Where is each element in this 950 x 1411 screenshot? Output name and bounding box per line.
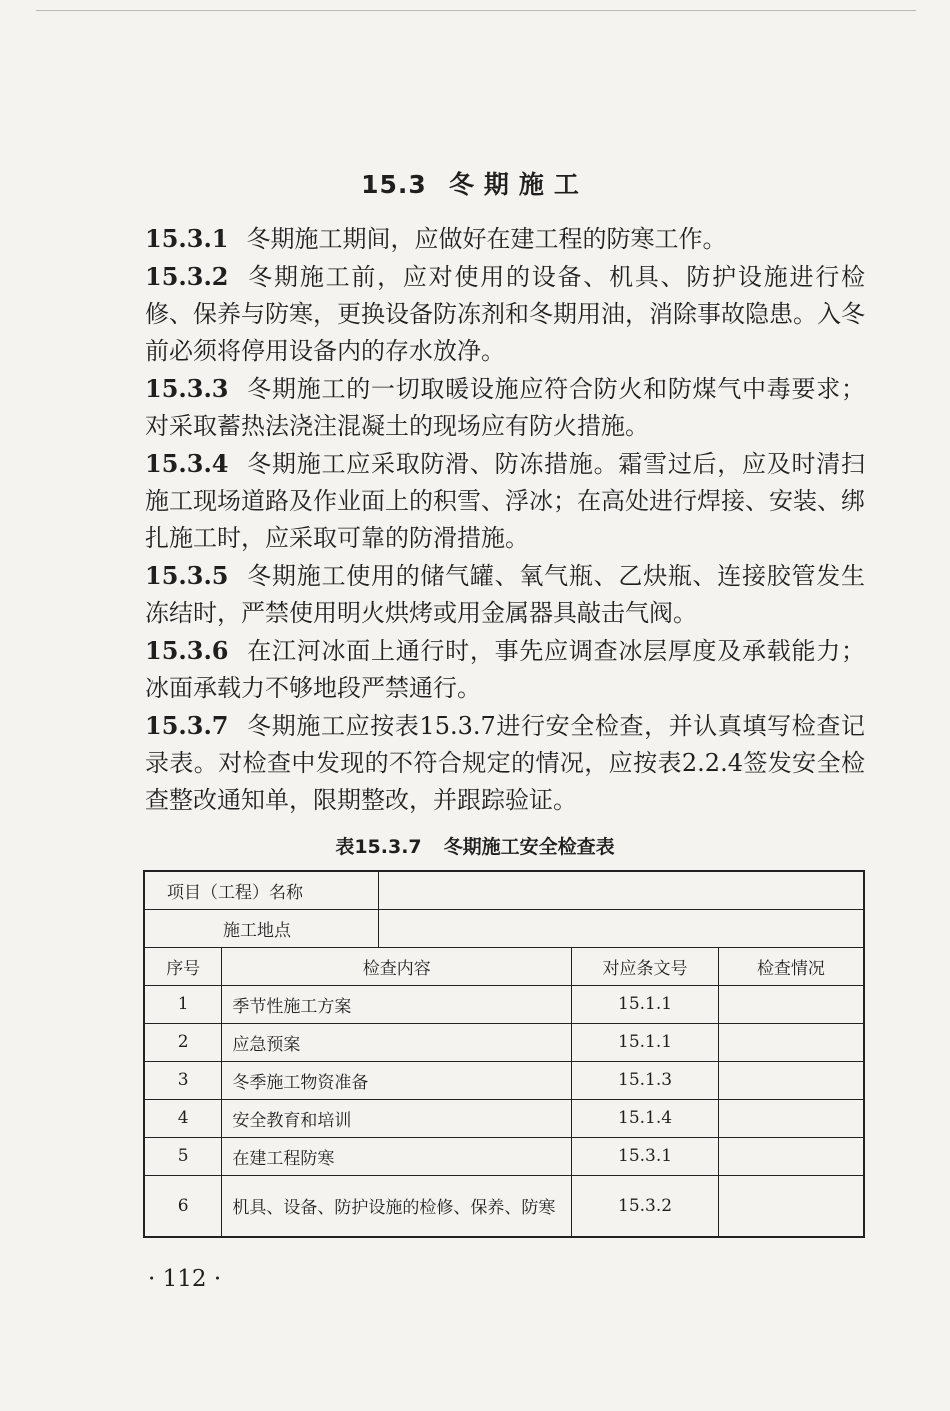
table-caption-title: 冬期施工安全检查表 <box>443 836 615 858</box>
row-clause: 15.3.1 <box>572 1137 719 1175</box>
clause <box>145 707 865 819</box>
clause-number: 15.3.6 <box>145 636 229 665</box>
row-seq: 3 <box>144 1061 222 1099</box>
clause-text: 冬期施工前，应对使用的设备、机具、防护设施进行检修、保养与防寒，更换设备防冻剂和冬期用油，消除事故隐患。入冬前必须将停用设备内的存水放净。 <box>145 263 865 365</box>
table-row <box>144 1137 864 1175</box>
row-status <box>718 1023 864 1061</box>
row-seq: 4 <box>144 1099 222 1137</box>
header-status: 检查情况 <box>718 947 864 985</box>
row-status <box>718 985 864 1023</box>
page-number: · 112 · <box>148 1266 222 1292</box>
table-caption <box>0 832 950 859</box>
table-row <box>144 1061 864 1099</box>
table-row <box>144 1023 864 1061</box>
table-row <box>144 985 864 1023</box>
row-seq: 2 <box>144 1023 222 1061</box>
row-status <box>718 1137 864 1175</box>
clause-text: 在江河冰面上通行时，事先应调查冰层厚度及承载能力；冰面承载力不够地段严禁通行。 <box>145 637 865 702</box>
header-content: 检查内容 <box>222 947 572 985</box>
clause <box>145 445 865 557</box>
project-name-label: 项目（工程）名称 <box>144 871 378 909</box>
row-clause: 15.1.1 <box>572 1023 719 1061</box>
row-status <box>718 1175 864 1237</box>
clause-number: 15.3.4 <box>145 449 229 478</box>
row-clause: 15.3.2 <box>572 1175 719 1237</box>
table-row <box>144 1099 864 1137</box>
clause <box>145 632 865 707</box>
row-clause: 15.1.1 <box>572 985 719 1023</box>
header-clause: 对应条文号 <box>572 947 719 985</box>
row-content: 应急预案 <box>222 1023 572 1061</box>
section-heading <box>0 165 950 201</box>
project-name-value <box>378 871 864 909</box>
section-number: 15.3 <box>361 170 427 199</box>
clause <box>145 258 865 370</box>
row-content: 在建工程防寒 <box>222 1137 572 1175</box>
row-content: 机具、设备、防护设施的检修、保养、防寒 <box>222 1175 572 1237</box>
clause-text: 冬期施工使用的储气罐、氧气瓶、乙炔瓶、连接胶管发生冻结时，严禁使用明火烘烤或用金属器具敲击气阀。 <box>145 562 865 627</box>
row-seq: 1 <box>144 985 222 1023</box>
table-caption-number: 表15.3.7 <box>335 836 422 858</box>
clause-number: 15.3.5 <box>145 561 229 590</box>
clause-number: 15.3.1 <box>145 224 229 253</box>
clause-text: 冬期施工应采取防滑、防冻措施。霜雪过后，应及时清扫施工现场道路及作业面上的积雪、浮冰；在高处进行焊接、安装、绑扎施工时，应采取可靠的防滑措施。 <box>145 450 865 552</box>
row-clause: 15.1.4 <box>572 1099 719 1137</box>
clause <box>145 370 865 445</box>
table-row <box>144 1175 864 1237</box>
clause-text: 冬期施工期间，应做好在建工程的防寒工作。 <box>246 225 727 253</box>
clause <box>145 220 865 258</box>
clause-text: 冬期施工应按表15.3.7进行安全检查，并认真填写检查记录表。对检查中发现的不符合规定的情况，应按表2.2.4签发安全检查整改通知单，限期整改，并跟踪验证。 <box>145 712 865 814</box>
site-label: 施工地点 <box>144 909 378 947</box>
table-header-row <box>144 947 864 985</box>
top-rule <box>36 10 916 11</box>
row-status <box>718 1099 864 1137</box>
row-status <box>718 1061 864 1099</box>
clause-number: 15.3.2 <box>145 262 229 291</box>
row-content: 季节性施工方案 <box>222 985 572 1023</box>
clauses-body <box>145 220 865 819</box>
table-row-site <box>144 909 864 947</box>
row-content: 安全教育和培训 <box>222 1099 572 1137</box>
row-seq: 6 <box>144 1175 222 1237</box>
header-seq: 序号 <box>144 947 222 985</box>
clause-number: 15.3.3 <box>145 374 229 403</box>
clause-number: 15.3.7 <box>145 711 229 740</box>
row-seq: 5 <box>144 1137 222 1175</box>
clause-text: 冬期施工的一切取暖设施应符合防火和防煤气中毒要求；对采取蓄热法浇注混凝土的现场应有防火措施。 <box>145 375 865 440</box>
row-clause: 15.1.3 <box>572 1061 719 1099</box>
table-row-project <box>144 871 864 909</box>
row-content: 冬季施工物资准备 <box>222 1061 572 1099</box>
section-title: 冬期施工 <box>448 170 589 199</box>
safety-check-table <box>143 870 865 1238</box>
clause <box>145 557 865 632</box>
site-value <box>378 909 864 947</box>
